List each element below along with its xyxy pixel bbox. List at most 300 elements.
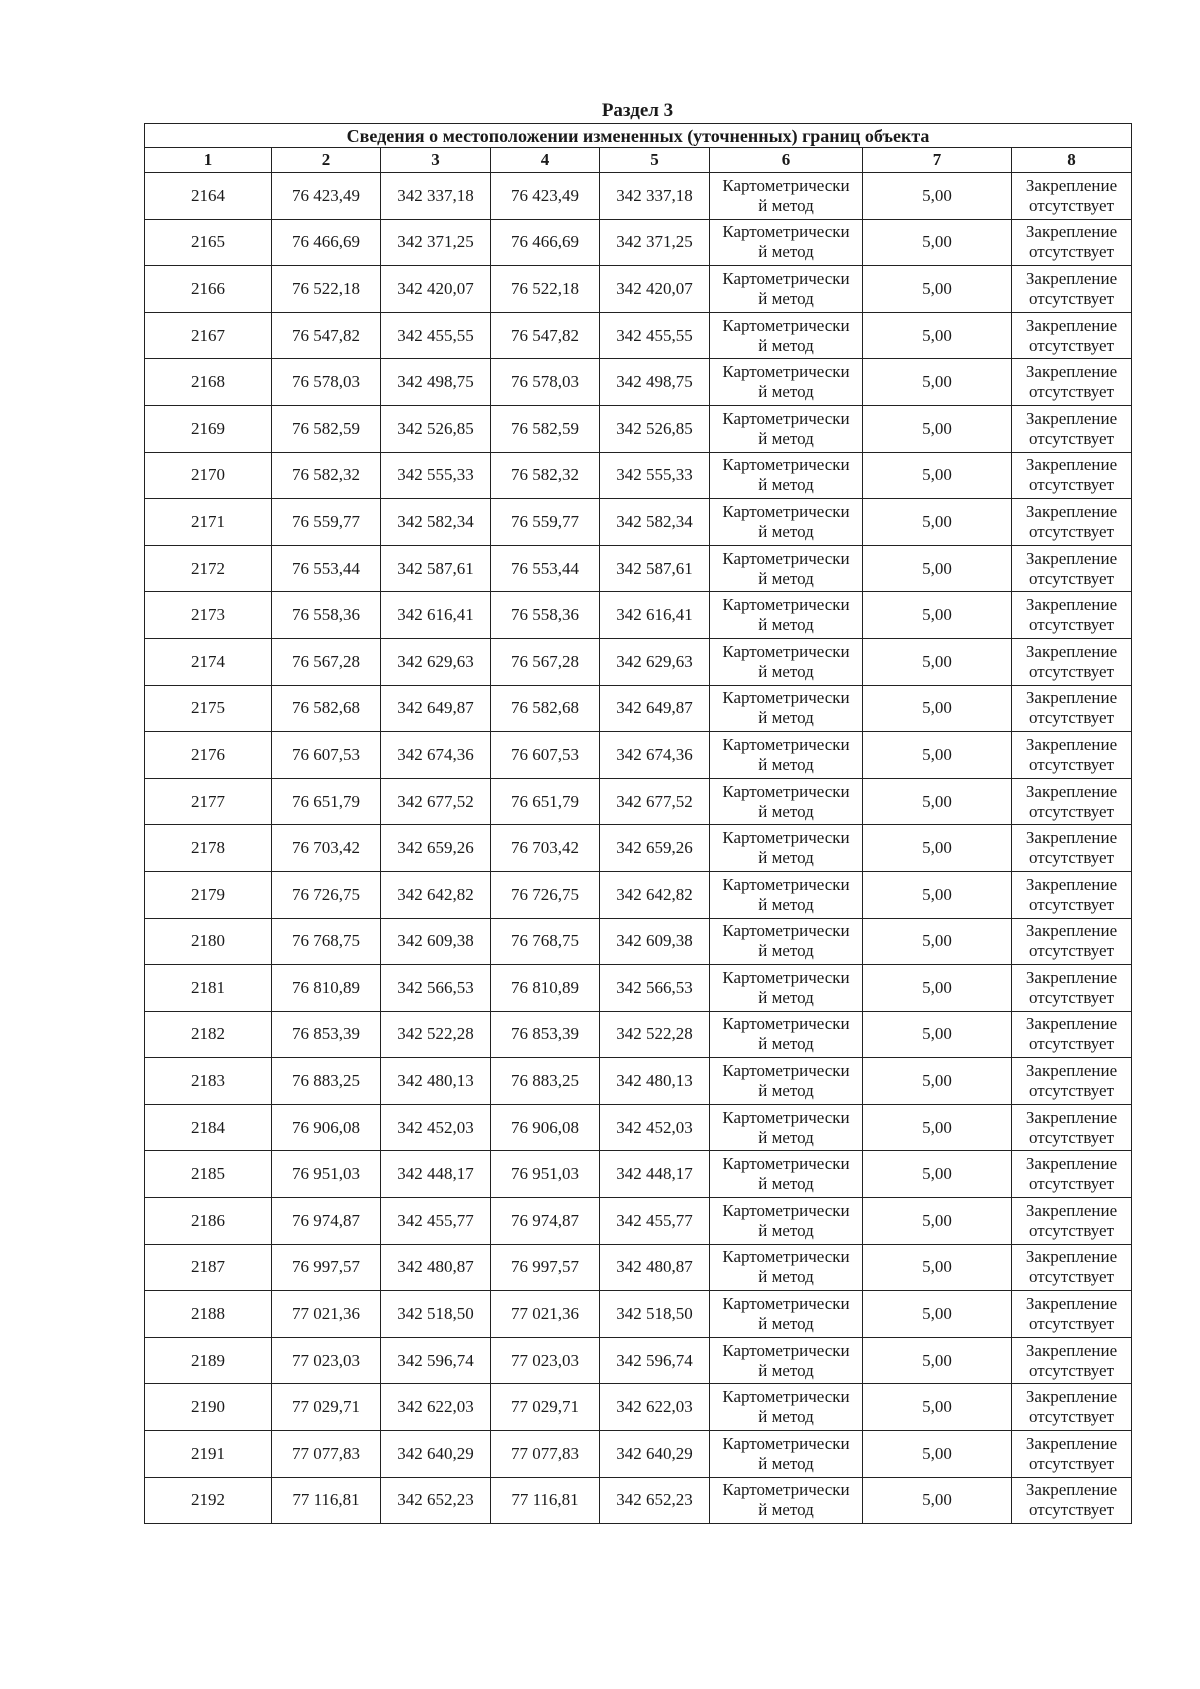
existing-y-cell: 342 587,61: [381, 545, 491, 592]
fixation-cell: [1012, 1337, 1132, 1384]
coordinates-table: [144, 123, 1132, 1524]
refined-x-cell: 76 553,44: [491, 545, 600, 592]
existing-x-cell: 76 974,87: [272, 1198, 381, 1245]
existing-y-cell: 342 448,17: [381, 1151, 491, 1198]
refined-x-cell: 76 951,03: [491, 1151, 600, 1198]
fixation-text-line1: Закрепление: [1025, 921, 1118, 941]
method-cell: [710, 499, 863, 546]
existing-y-cell: 342 455,55: [381, 312, 491, 359]
fixation-text-line2: отсутствует: [1028, 382, 1115, 402]
method-text-line1: Картометрически: [722, 408, 850, 428]
method-text-line1: Картометрически: [722, 315, 850, 335]
refined-x-cell: 76 974,87: [491, 1198, 600, 1245]
refined-y-cell: 342 587,61: [600, 545, 710, 592]
accuracy-cell: 5,00: [863, 266, 1012, 313]
refined-y-cell: 342 518,50: [600, 1291, 710, 1338]
existing-y-cell: 342 420,07: [381, 266, 491, 313]
method-text-line2: й метод: [758, 1220, 814, 1240]
fixation-cell: [1012, 638, 1132, 685]
method-text-line1: Картометрически: [722, 175, 850, 195]
fixation-text-line2: отсутствует: [1028, 941, 1115, 961]
table-row: [145, 1337, 1132, 1384]
method-text-line1: Картометрически: [722, 828, 850, 848]
method-text-line2: й метод: [758, 335, 814, 355]
refined-y-cell: 342 640,29: [600, 1431, 710, 1478]
existing-y-cell: 342 640,29: [381, 1431, 491, 1478]
existing-y-cell: 342 566,53: [381, 965, 491, 1012]
method-text-line1: Картометрически: [722, 641, 850, 661]
table-row: [145, 452, 1132, 499]
point-number-cell: 2176: [145, 732, 272, 779]
fixation-cell: [1012, 1477, 1132, 1524]
table-row: [145, 685, 1132, 732]
point-number-cell: 2184: [145, 1104, 272, 1151]
existing-y-cell: 342 555,33: [381, 452, 491, 499]
fixation-text-line2: отсутствует: [1028, 894, 1115, 914]
refined-y-cell: 342 448,17: [600, 1151, 710, 1198]
column-number: 6: [710, 148, 863, 173]
fixation-cell: [1012, 918, 1132, 965]
fixation-cell: [1012, 1431, 1132, 1478]
method-text-line1: Картометрически: [722, 781, 850, 801]
fixation-text-line1: Закрепление: [1025, 1433, 1118, 1453]
method-text-line1: Картометрически: [722, 455, 850, 475]
method-text-line2: й метод: [758, 708, 814, 728]
fixation-cell: [1012, 1151, 1132, 1198]
existing-x-cell: 76 567,28: [272, 638, 381, 685]
point-number-cell: 2165: [145, 219, 272, 266]
method-text-line2: й метод: [758, 754, 814, 774]
fixation-cell: [1012, 1291, 1132, 1338]
refined-x-cell: 76 582,59: [491, 405, 600, 452]
refined-y-cell: 342 337,18: [600, 173, 710, 220]
point-number-cell: 2164: [145, 173, 272, 220]
existing-y-cell: 342 609,38: [381, 918, 491, 965]
accuracy-cell: 5,00: [863, 685, 1012, 732]
point-number-cell: 2183: [145, 1058, 272, 1105]
refined-x-cell: 76 522,18: [491, 266, 600, 313]
fixation-text-line1: Закрепление: [1025, 501, 1118, 521]
fixation-text-line1: Закрепление: [1025, 268, 1118, 288]
fixation-text-line1: Закрепление: [1025, 828, 1118, 848]
existing-x-cell: 76 607,53: [272, 732, 381, 779]
table-row: [145, 1058, 1132, 1105]
table-row: [145, 173, 1132, 220]
fixation-text-line2: отсутствует: [1028, 754, 1115, 774]
refined-y-cell: 342 596,74: [600, 1337, 710, 1384]
method-text-line2: й метод: [758, 382, 814, 402]
accuracy-cell: 5,00: [863, 219, 1012, 266]
fixation-text-line2: отсутствует: [1028, 1081, 1115, 1101]
method-cell: [710, 965, 863, 1012]
existing-x-cell: 76 951,03: [272, 1151, 381, 1198]
fixation-cell: [1012, 219, 1132, 266]
method-text-line2: й метод: [758, 475, 814, 495]
fixation-cell: [1012, 1011, 1132, 1058]
fixation-cell: [1012, 499, 1132, 546]
fixation-text-line2: отсутствует: [1028, 1500, 1115, 1520]
method-text-line1: Картометрически: [722, 1200, 850, 1220]
accuracy-cell: 5,00: [863, 1337, 1012, 1384]
existing-x-cell: 77 077,83: [272, 1431, 381, 1478]
fixation-text-line2: отсутствует: [1028, 615, 1115, 635]
method-cell: [710, 638, 863, 685]
table-row: [145, 219, 1132, 266]
method-cell: [710, 1151, 863, 1198]
method-text-line2: й метод: [758, 428, 814, 448]
accuracy-cell: 5,00: [863, 1431, 1012, 1478]
point-number-cell: 2189: [145, 1337, 272, 1384]
existing-x-cell: 76 703,42: [272, 825, 381, 872]
point-number-cell: 2167: [145, 312, 272, 359]
column-number: 4: [491, 148, 600, 173]
existing-x-cell: 76 906,08: [272, 1104, 381, 1151]
method-text-line2: й метод: [758, 1174, 814, 1194]
refined-y-cell: 342 652,23: [600, 1477, 710, 1524]
fixation-text-line1: Закрепление: [1025, 408, 1118, 428]
point-number-cell: 2182: [145, 1011, 272, 1058]
method-text-line1: Картометрически: [722, 1061, 850, 1081]
fixation-text-line1: Закрепление: [1025, 1480, 1118, 1500]
section-title: Раздел 3: [601, 100, 674, 121]
fixation-text-line2: отсутствует: [1028, 428, 1115, 448]
existing-y-cell: 342 616,41: [381, 592, 491, 639]
existing-y-cell: 342 649,87: [381, 685, 491, 732]
method-text-line1: Картометрически: [722, 734, 850, 754]
fixation-text-line1: Закрепление: [1025, 362, 1118, 382]
point-number-cell: 2169: [145, 405, 272, 452]
existing-x-cell: 76 582,68: [272, 685, 381, 732]
fixation-text-line2: отсутствует: [1028, 335, 1115, 355]
fixation-cell: [1012, 452, 1132, 499]
fixation-text-line1: Закрепление: [1025, 1247, 1118, 1267]
method-cell: [710, 1058, 863, 1105]
accuracy-cell: 5,00: [863, 452, 1012, 499]
method-text-line2: й метод: [758, 1500, 814, 1520]
refined-x-cell: 76 558,36: [491, 592, 600, 639]
refined-y-cell: 342 674,36: [600, 732, 710, 779]
point-number-cell: 2173: [145, 592, 272, 639]
method-cell: [710, 1384, 863, 1431]
existing-x-cell: 76 466,69: [272, 219, 381, 266]
fixation-text-line1: Закрепление: [1025, 1061, 1118, 1081]
accuracy-cell: 5,00: [863, 732, 1012, 779]
table-row: [145, 778, 1132, 825]
column-number: 3: [381, 148, 491, 173]
method-text-line2: й метод: [758, 1127, 814, 1147]
existing-y-cell: 342 337,18: [381, 173, 491, 220]
fixation-text-line1: Закрепление: [1025, 1340, 1118, 1360]
accuracy-cell: 5,00: [863, 545, 1012, 592]
point-number-cell: 2175: [145, 685, 272, 732]
accuracy-cell: 5,00: [863, 1477, 1012, 1524]
refined-x-cell: 76 547,82: [491, 312, 600, 359]
method-cell: [710, 1477, 863, 1524]
method-text-line1: Картометрически: [722, 1433, 850, 1453]
refined-x-cell: 76 578,03: [491, 359, 600, 406]
refined-y-cell: 342 566,53: [600, 965, 710, 1012]
existing-x-cell: 76 423,49: [272, 173, 381, 220]
refined-y-cell: 342 522,28: [600, 1011, 710, 1058]
table-caption: Сведения о местоположении измененных (уточненных) границ объекта: [145, 124, 1132, 148]
fixation-text-line2: отсутствует: [1028, 1407, 1115, 1427]
method-text-line2: й метод: [758, 848, 814, 868]
method-text-line1: Картометрически: [722, 1480, 850, 1500]
point-number-cell: 2190: [145, 1384, 272, 1431]
table-row: [145, 499, 1132, 546]
refined-x-cell: 77 029,71: [491, 1384, 600, 1431]
existing-x-cell: 76 883,25: [272, 1058, 381, 1105]
method-cell: [710, 1104, 863, 1151]
point-number-cell: 2179: [145, 871, 272, 918]
refined-y-cell: 342 609,38: [600, 918, 710, 965]
fixation-text-line1: Закрепление: [1025, 315, 1118, 335]
method-text-line2: й метод: [758, 1267, 814, 1287]
refined-y-cell: 342 498,75: [600, 359, 710, 406]
method-text-line2: й метод: [758, 242, 814, 262]
table-row: [145, 1011, 1132, 1058]
existing-x-cell: 76 553,44: [272, 545, 381, 592]
method-text-line1: Картометрически: [722, 874, 850, 894]
method-text-line1: Картометрически: [722, 595, 850, 615]
fixation-text-line1: Закрепление: [1025, 1200, 1118, 1220]
fixation-text-line1: Закрепление: [1025, 1107, 1118, 1127]
existing-x-cell: 76 547,82: [272, 312, 381, 359]
accuracy-cell: 5,00: [863, 1011, 1012, 1058]
fixation-text-line1: Закрепление: [1025, 641, 1118, 661]
method-text-line1: Картометрически: [722, 1387, 850, 1407]
fixation-text-line1: Закрепление: [1025, 1154, 1118, 1174]
method-cell: [710, 452, 863, 499]
method-text-line1: Картометрически: [722, 1154, 850, 1174]
accuracy-cell: 5,00: [863, 965, 1012, 1012]
method-text-line1: Картометрически: [722, 362, 850, 382]
column-number-row: [145, 148, 1132, 173]
existing-y-cell: 342 677,52: [381, 778, 491, 825]
method-text-line1: Картометрически: [722, 967, 850, 987]
refined-y-cell: 342 629,63: [600, 638, 710, 685]
fixation-text-line2: отсутствует: [1028, 1127, 1115, 1147]
accuracy-cell: 5,00: [863, 173, 1012, 220]
existing-x-cell: 76 522,18: [272, 266, 381, 313]
method-text-line2: й метод: [758, 1034, 814, 1054]
refined-x-cell: 76 582,68: [491, 685, 600, 732]
fixation-cell: [1012, 825, 1132, 872]
fixation-text-line2: отсутствует: [1028, 475, 1115, 495]
refined-x-cell: 76 466,69: [491, 219, 600, 266]
fixation-text-line2: отсутствует: [1028, 708, 1115, 728]
point-number-cell: 2171: [145, 499, 272, 546]
existing-x-cell: 76 726,75: [272, 871, 381, 918]
table-row: [145, 1477, 1132, 1524]
fixation-text-line1: Закрепление: [1025, 688, 1118, 708]
table-row: [145, 545, 1132, 592]
fixation-text-line1: Закрепление: [1025, 874, 1118, 894]
refined-x-cell: 76 607,53: [491, 732, 600, 779]
fixation-text-line1: Закрепление: [1025, 222, 1118, 242]
method-cell: [710, 732, 863, 779]
method-cell: [710, 1198, 863, 1245]
existing-y-cell: 342 642,82: [381, 871, 491, 918]
table-row: [145, 965, 1132, 1012]
fixation-cell: [1012, 685, 1132, 732]
table-row: [145, 825, 1132, 872]
accuracy-cell: 5,00: [863, 1291, 1012, 1338]
fixation-cell: [1012, 1104, 1132, 1151]
refined-x-cell: 76 768,75: [491, 918, 600, 965]
table-row: [145, 1244, 1132, 1291]
method-text-line1: Картометрически: [722, 1107, 850, 1127]
method-cell: [710, 1337, 863, 1384]
point-number-cell: 2170: [145, 452, 272, 499]
method-cell: [710, 312, 863, 359]
existing-y-cell: 342 455,77: [381, 1198, 491, 1245]
fixation-cell: [1012, 965, 1132, 1012]
fixation-cell: [1012, 173, 1132, 220]
fixation-cell: [1012, 1384, 1132, 1431]
method-text-line2: й метод: [758, 195, 814, 215]
point-number-cell: 2185: [145, 1151, 272, 1198]
refined-x-cell: 76 883,25: [491, 1058, 600, 1105]
fixation-text-line2: отсутствует: [1028, 987, 1115, 1007]
fixation-text-line2: отсутствует: [1028, 1267, 1115, 1287]
accuracy-cell: 5,00: [863, 871, 1012, 918]
fixation-text-line2: отсутствует: [1028, 848, 1115, 868]
existing-y-cell: 342 498,75: [381, 359, 491, 406]
method-text-line2: й метод: [758, 1407, 814, 1427]
refined-y-cell: 342 452,03: [600, 1104, 710, 1151]
method-text-line2: й метод: [758, 521, 814, 541]
fixation-cell: [1012, 545, 1132, 592]
table-row: [145, 1291, 1132, 1338]
fixation-text-line1: Закрепление: [1025, 595, 1118, 615]
fixation-cell: [1012, 266, 1132, 313]
table-row: [145, 266, 1132, 313]
existing-x-cell: 77 021,36: [272, 1291, 381, 1338]
method-text-line1: Картометрически: [722, 1014, 850, 1034]
refined-y-cell: 342 420,07: [600, 266, 710, 313]
point-number-cell: 2191: [145, 1431, 272, 1478]
refined-y-cell: 342 582,34: [600, 499, 710, 546]
existing-y-cell: 342 659,26: [381, 825, 491, 872]
existing-y-cell: 342 480,13: [381, 1058, 491, 1105]
table-row: [145, 871, 1132, 918]
table-row: [145, 1384, 1132, 1431]
existing-y-cell: 342 526,85: [381, 405, 491, 452]
column-number: 5: [600, 148, 710, 173]
point-number-cell: 2180: [145, 918, 272, 965]
refined-x-cell: 76 997,57: [491, 1244, 600, 1291]
existing-y-cell: 342 674,36: [381, 732, 491, 779]
existing-x-cell: 76 997,57: [272, 1244, 381, 1291]
point-number-cell: 2188: [145, 1291, 272, 1338]
existing-x-cell: 76 768,75: [272, 918, 381, 965]
fixation-text-line2: отсутствует: [1028, 1174, 1115, 1194]
method-cell: [710, 545, 863, 592]
method-text-line2: й метод: [758, 801, 814, 821]
fixation-cell: [1012, 1198, 1132, 1245]
existing-y-cell: 342 582,34: [381, 499, 491, 546]
method-text-line2: й метод: [758, 288, 814, 308]
method-cell: [710, 1431, 863, 1478]
table-body: [145, 173, 1132, 1524]
fixation-cell: [1012, 732, 1132, 779]
method-cell: [710, 173, 863, 220]
refined-y-cell: 342 526,85: [600, 405, 710, 452]
fixation-text-line1: Закрепление: [1025, 781, 1118, 801]
fixation-text-line2: отсутствует: [1028, 1220, 1115, 1240]
fixation-text-line1: Закрепление: [1025, 455, 1118, 475]
existing-y-cell: 342 629,63: [381, 638, 491, 685]
refined-y-cell: 342 371,25: [600, 219, 710, 266]
accuracy-cell: 5,00: [863, 638, 1012, 685]
fixation-text-line1: Закрепление: [1025, 548, 1118, 568]
accuracy-cell: 5,00: [863, 1198, 1012, 1245]
method-text-line1: Картометрически: [722, 1247, 850, 1267]
point-number-cell: 2177: [145, 778, 272, 825]
fixation-text-line2: отсутствует: [1028, 195, 1115, 215]
method-text-line1: Картометрически: [722, 222, 850, 242]
fixation-text-line1: Закрепление: [1025, 175, 1118, 195]
existing-x-cell: 77 029,71: [272, 1384, 381, 1431]
point-number-cell: 2178: [145, 825, 272, 872]
fixation-cell: [1012, 1058, 1132, 1105]
method-text-line2: й метод: [758, 1360, 814, 1380]
refined-y-cell: 342 616,41: [600, 592, 710, 639]
refined-y-cell: 342 659,26: [600, 825, 710, 872]
fixation-text-line1: Закрепление: [1025, 1294, 1118, 1314]
fixation-cell: [1012, 359, 1132, 406]
method-cell: [710, 778, 863, 825]
refined-y-cell: 342 622,03: [600, 1384, 710, 1431]
method-text-line1: Картометрически: [722, 548, 850, 568]
fixation-text-line2: отсутствует: [1028, 242, 1115, 262]
table-row: [145, 918, 1132, 965]
existing-y-cell: 342 371,25: [381, 219, 491, 266]
existing-y-cell: 342 596,74: [381, 1337, 491, 1384]
refined-x-cell: 76 726,75: [491, 871, 600, 918]
method-cell: [710, 1011, 863, 1058]
method-text-line1: Картометрически: [722, 268, 850, 288]
refined-y-cell: 342 455,77: [600, 1198, 710, 1245]
refined-x-cell: 76 906,08: [491, 1104, 600, 1151]
accuracy-cell: 5,00: [863, 359, 1012, 406]
column-number: 7: [863, 148, 1012, 173]
method-cell: [710, 1244, 863, 1291]
refined-x-cell: 76 582,32: [491, 452, 600, 499]
method-text-line2: й метод: [758, 661, 814, 681]
method-cell: [710, 405, 863, 452]
method-cell: [710, 825, 863, 872]
method-text-line2: й метод: [758, 1314, 814, 1334]
table-row: [145, 1151, 1132, 1198]
refined-y-cell: 342 649,87: [600, 685, 710, 732]
method-text-line1: Картометрически: [722, 1294, 850, 1314]
existing-y-cell: 342 518,50: [381, 1291, 491, 1338]
refined-x-cell: 76 853,39: [491, 1011, 600, 1058]
existing-x-cell: 76 582,59: [272, 405, 381, 452]
table-row: [145, 638, 1132, 685]
fixation-text-line2: отсутствует: [1028, 521, 1115, 541]
fixation-text-line2: отсутствует: [1028, 568, 1115, 588]
refined-y-cell: 342 677,52: [600, 778, 710, 825]
fixation-text-line2: отсутствует: [1028, 1453, 1115, 1473]
point-number-cell: 2174: [145, 638, 272, 685]
fixation-text-line2: отсутствует: [1028, 1034, 1115, 1054]
column-number: 2: [272, 148, 381, 173]
point-number-cell: 2187: [145, 1244, 272, 1291]
point-number-cell: 2186: [145, 1198, 272, 1245]
